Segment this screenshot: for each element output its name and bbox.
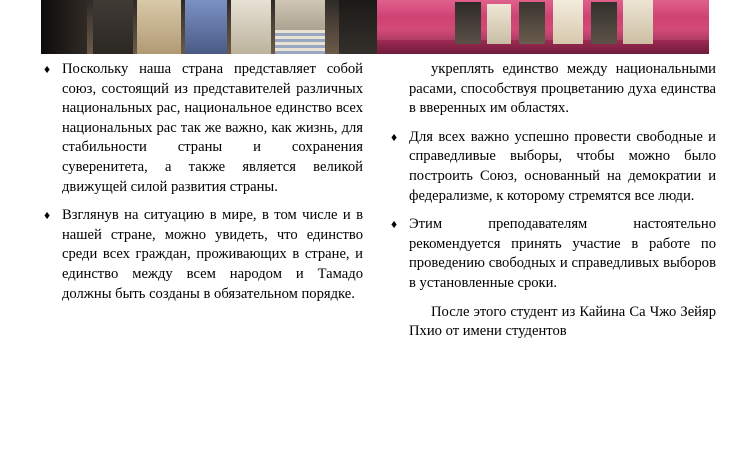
photo-gap <box>339 0 377 54</box>
paragraph <box>409 303 716 342</box>
performer-figure <box>93 0 133 54</box>
performer-figure <box>623 0 653 44</box>
performer-figure <box>591 2 617 44</box>
paragraph <box>44 60 363 197</box>
bullet-icon: ♦ <box>391 217 398 232</box>
stage-curtain <box>41 0 87 54</box>
paragraph-text: Для всех важно успешно провести свободные и справедливые выборы, чтобы можно было построить Союз, основанный на демократии и федерализме, к которому стремятся все люди. <box>409 128 716 204</box>
performer-figure <box>553 0 583 44</box>
paragraph-text: Этим преподавателям настоятельно рекомендуется принять участие в работе по проведению свободных и справедливых выборов в установленные сроки. <box>409 216 716 291</box>
paragraph-text: Поскольку наша страна представляет собой союз, состоящий из представителей различных национальных рас, национальное единство всех национальных рас так же важно, как жизнь, для стабильности страны и сохранения суверенитета, а также является великой движущей силой развития страны. <box>62 61 363 195</box>
left-column <box>0 60 375 460</box>
photo-strip <box>41 0 709 56</box>
performer-figure <box>137 0 181 54</box>
performer-figure <box>455 2 481 44</box>
right-column <box>375 60 750 460</box>
paragraph-text: Взглянув на ситуацию в мире, в том числе и в нашей стране, можно увидеть, что единство среди всех граждан, проживающих в стране, и единство между всем народом и Тамадо должны быть созданы в обязательном порядке. <box>62 207 363 302</box>
photo-left-stage <box>41 0 339 54</box>
bullet-icon: ♦ <box>44 62 51 76</box>
photo-right-stage <box>377 0 709 54</box>
performer-figure <box>231 0 271 54</box>
paragraph <box>391 215 716 293</box>
performer-figure <box>185 0 227 54</box>
bullet-icon: ♦ <box>44 208 51 223</box>
performer-figure <box>519 2 545 44</box>
paragraph-text: укреплять единство между национальными расами, способствуя процветанию духа единства в вверенных им областях. <box>409 61 716 117</box>
costume-pattern <box>275 30 325 54</box>
text-columns <box>0 60 750 460</box>
performer-figure <box>487 4 511 44</box>
paragraph <box>391 128 716 206</box>
paragraph <box>409 60 716 119</box>
paragraph <box>44 206 363 304</box>
paragraph-text: После этого студент из Кайина Са Чжо Зейяр Пхио от имени студентов <box>409 303 716 340</box>
bullet-icon: ♦ <box>391 129 398 144</box>
